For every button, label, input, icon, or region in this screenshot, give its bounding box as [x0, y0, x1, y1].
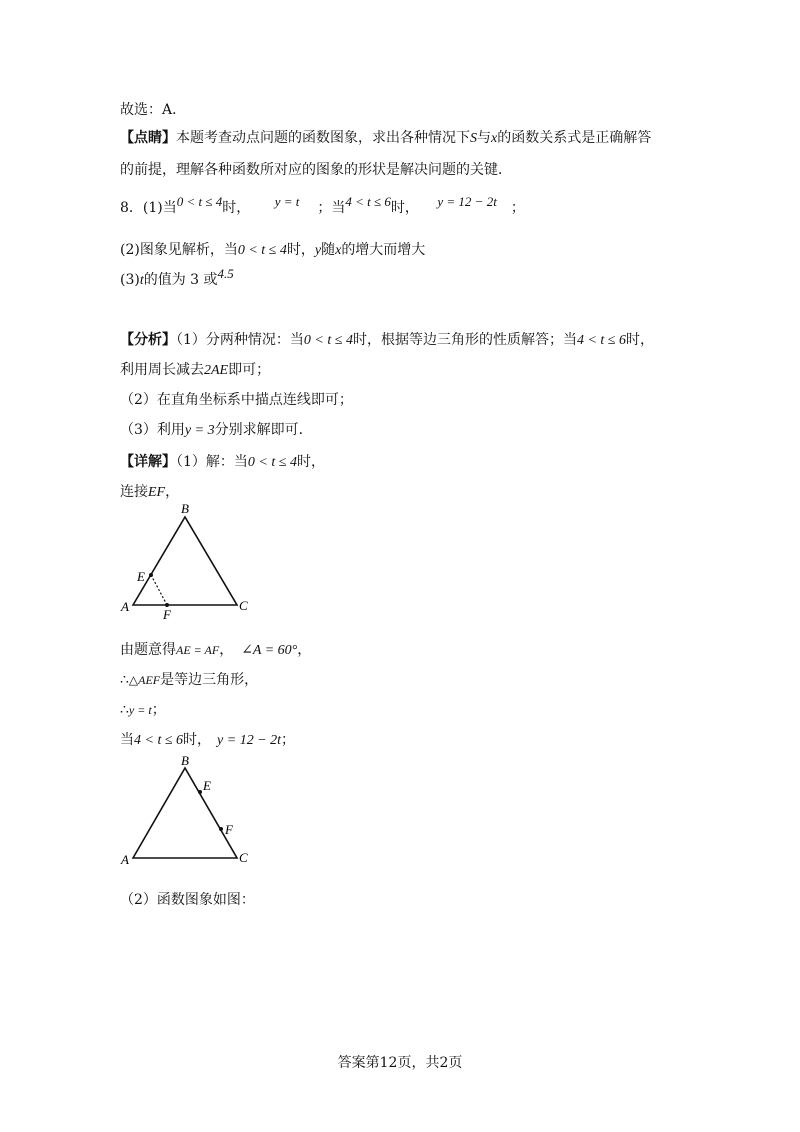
point-e — [198, 790, 202, 794]
text: ； — [510, 200, 525, 216]
text-line-comment-cont — [120, 160, 512, 180]
question-number: 8．(1)当 — [120, 200, 177, 216]
equation: y = 12 − 2t — [217, 733, 282, 748]
text: （2）函数图象如图： — [120, 892, 255, 908]
comment-text: 与 — [477, 130, 491, 146]
text: ， — [165, 484, 180, 500]
text: ； — [281, 732, 296, 748]
text: ； — [151, 702, 166, 718]
text: 利用周长减去 — [120, 362, 204, 378]
text: ， — [219, 642, 234, 658]
text-line-equilateral — [120, 670, 258, 690]
text: 时， — [183, 732, 212, 748]
text: 时， — [625, 332, 654, 348]
expression: 2AE — [204, 363, 229, 378]
condition: 4 < t ≤ 6 — [576, 333, 626, 348]
text: 的增大而增大 — [341, 242, 426, 258]
text-line-result-2 — [120, 730, 295, 751]
label-e: E — [137, 569, 145, 584]
var-x: x — [491, 131, 498, 146]
text: 时， — [390, 200, 419, 216]
text: 当 — [120, 732, 134, 748]
text-line-q8-2 — [120, 240, 425, 261]
var-x: x — [335, 243, 342, 258]
segment: EF — [148, 485, 166, 500]
text-line-analysis-2 — [120, 390, 353, 410]
text-line-detail — [120, 452, 325, 473]
text: ；当 — [317, 200, 346, 216]
text: ， — [297, 642, 312, 658]
var-y: y — [314, 243, 322, 258]
equation: y = t — [128, 703, 152, 717]
condition: 4 < t ≤ 6 — [345, 194, 391, 209]
label-f: F — [225, 822, 233, 837]
condition: 0 < t ≤ 4 — [237, 243, 287, 258]
label-b: B — [181, 501, 189, 516]
page-footer: 答案第12页，共2页 — [337, 1055, 463, 1071]
equation: AE = AF — [176, 643, 220, 657]
text-line-graph — [120, 890, 255, 910]
text: 时，根据等边三角形的性质解答；当 — [352, 332, 577, 348]
equation: y = 12 − 2t — [437, 194, 497, 209]
comment-text: 本题考查动点问题的函数图象，求出各种情况下 — [176, 130, 470, 146]
text: 时， — [222, 200, 251, 216]
value: 4.5 — [217, 266, 234, 281]
condition: 0 < t ≤ 4 — [176, 194, 223, 209]
text: 是等边三角形， — [160, 672, 259, 688]
label-b: B — [181, 754, 189, 768]
condition: 0 < t ≤ 4 — [303, 333, 353, 348]
text: 时， — [296, 454, 325, 470]
point-f — [219, 827, 223, 831]
detail-tag: 【详解】 — [120, 454, 176, 470]
triangle-figure-1 — [115, 498, 255, 623]
text: （1）分两种情况：当 — [176, 332, 304, 348]
text-line-comment — [120, 128, 651, 149]
label-a: A — [121, 599, 129, 614]
text: (2)图象见解析，当 — [120, 242, 238, 258]
comment-text: 的函数关系式是正确解答 — [497, 130, 652, 146]
comment-tag: 【点睛】 — [120, 130, 176, 146]
text: 即可； — [228, 362, 271, 378]
therefore-symbol: ∴ — [120, 702, 129, 718]
comment-text: 的前提，理解各种函数所对应的图象的形状是解决问题的关键． — [120, 162, 512, 178]
label-e: E — [203, 778, 211, 793]
text: (3) — [120, 272, 140, 288]
text: （2）在直角坐标系中描点连线即可； — [120, 392, 353, 408]
triangle-abc — [133, 768, 237, 858]
text-line-result-1 — [120, 700, 166, 720]
var-t: t — [139, 273, 144, 288]
analysis-tag: 【分析】 — [120, 332, 176, 348]
var-S: S — [470, 131, 477, 146]
text: （1）解：当 — [176, 454, 248, 470]
label-f: F — [163, 607, 171, 622]
triangle-name: △AEF — [128, 673, 161, 687]
text-line-q8-1 — [120, 194, 525, 218]
point-e — [149, 573, 153, 577]
condition: 4 < t ≤ 6 — [134, 733, 184, 748]
text: 分别求解即可． — [214, 422, 313, 438]
therefore-symbol: ∴ — [120, 672, 129, 688]
text: （3）利用 — [120, 422, 185, 438]
text-line-analysis — [120, 330, 654, 351]
text: 连接 — [120, 484, 148, 500]
text: 时， — [286, 242, 315, 258]
text-line-analysis-cont — [120, 360, 270, 381]
label-a: A — [121, 852, 129, 867]
text-line-given — [120, 640, 311, 661]
angle: ∠A = 60° — [241, 643, 298, 658]
answer-choice: 故选：A． — [120, 102, 187, 118]
text-line-choice — [120, 100, 186, 120]
text: 由题意得 — [120, 642, 176, 658]
equation: y = t — [274, 194, 300, 209]
text-line-q8-3 — [120, 266, 234, 291]
segment-ef — [151, 575, 167, 605]
triangle-abc — [133, 517, 237, 605]
text: 的值为 3 或 — [143, 272, 218, 288]
triangle-figure-2 — [115, 754, 260, 869]
label-c: C — [239, 850, 248, 865]
condition: 0 < t ≤ 4 — [247, 455, 297, 470]
equation: y = 3 — [184, 423, 215, 438]
text: 随 — [321, 242, 336, 258]
label-c: C — [239, 598, 248, 613]
text-line-analysis-3 — [120, 420, 313, 441]
